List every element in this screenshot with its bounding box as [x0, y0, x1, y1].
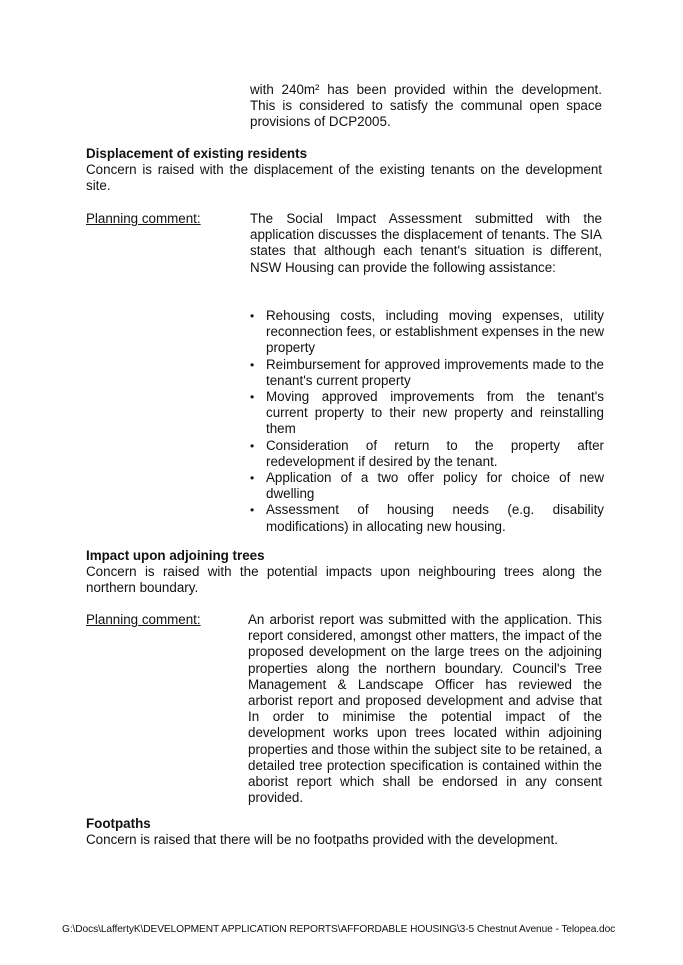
planning-comment-label: Planning comment:	[86, 612, 201, 627]
list-item: • Application of a two offer policy for choice of new dwelling	[250, 470, 604, 502]
list-item: • Reimbursement for approved improvements made to the tenant's current property	[250, 357, 604, 389]
section-concern-trees: Concern is raised with the potential impacts upon neighbouring trees along the northern boundary.	[86, 564, 602, 596]
planning-comment-text: An arborist report was submitted with the application. This report considered, amongst other matters, the impact of the proposed development on the large trees on the adjoining properties along the northern boundary. Council's Tree Management & Landscape Officer has reviewed the arborist report and proposed development and advise that In order to minimise the potential impact of the development works upon trees located within adjoining properties and those within the subject site to be retained, a detailed tree protection specification is contained within the aborist report which shall be endorsed in any consent provided.	[248, 612, 602, 806]
section-heading-displacement: Displacement of existing residents	[86, 146, 308, 161]
footer-file-path: G:\Docs\LaffertyK\DEVELOPMENT APPLICATION REPORTS\AFFORDABLE HOUSING\3-5 Chestnut Avenue - Telopea.doc	[62, 924, 616, 935]
section-concern-footpaths: Concern is raised that there will be no footpaths provided with the development.	[86, 832, 558, 847]
planning-comment-text: The Social Impact Assessment submitted with the application discusses the displacement of tenants. The SIA states that although each tenant's situation is different, NSW Housing can provide the following assistance:	[250, 211, 602, 275]
section-concern-displacement: Concern is raised with the displacement of the existing tenants on the development site.	[86, 162, 602, 194]
section-heading-footpaths: Footpaths	[86, 816, 151, 831]
planning-comment-label: Planning comment:	[86, 211, 201, 226]
list-item: • Assessment of housing needs (e.g. disability modifications) in allocating new housing.	[250, 502, 604, 534]
list-item: • Rehousing costs, including moving expenses, utility reconnection fees, or establishment expenses in the new property	[250, 308, 604, 357]
intro-paragraph: with 240m² has been provided within the development. This is considered to satisfy the communal open space provisions of DCP2005.	[250, 82, 602, 130]
list-item: • Moving approved improvements from the tenant's current property to their new property and reinstalling them	[250, 389, 604, 438]
section-heading-trees: Impact upon adjoining trees	[86, 548, 265, 563]
assistance-list	[250, 308, 604, 535]
list-item: • Consideration of return to the property after redevelopment if desired by the tenant.	[250, 438, 604, 470]
